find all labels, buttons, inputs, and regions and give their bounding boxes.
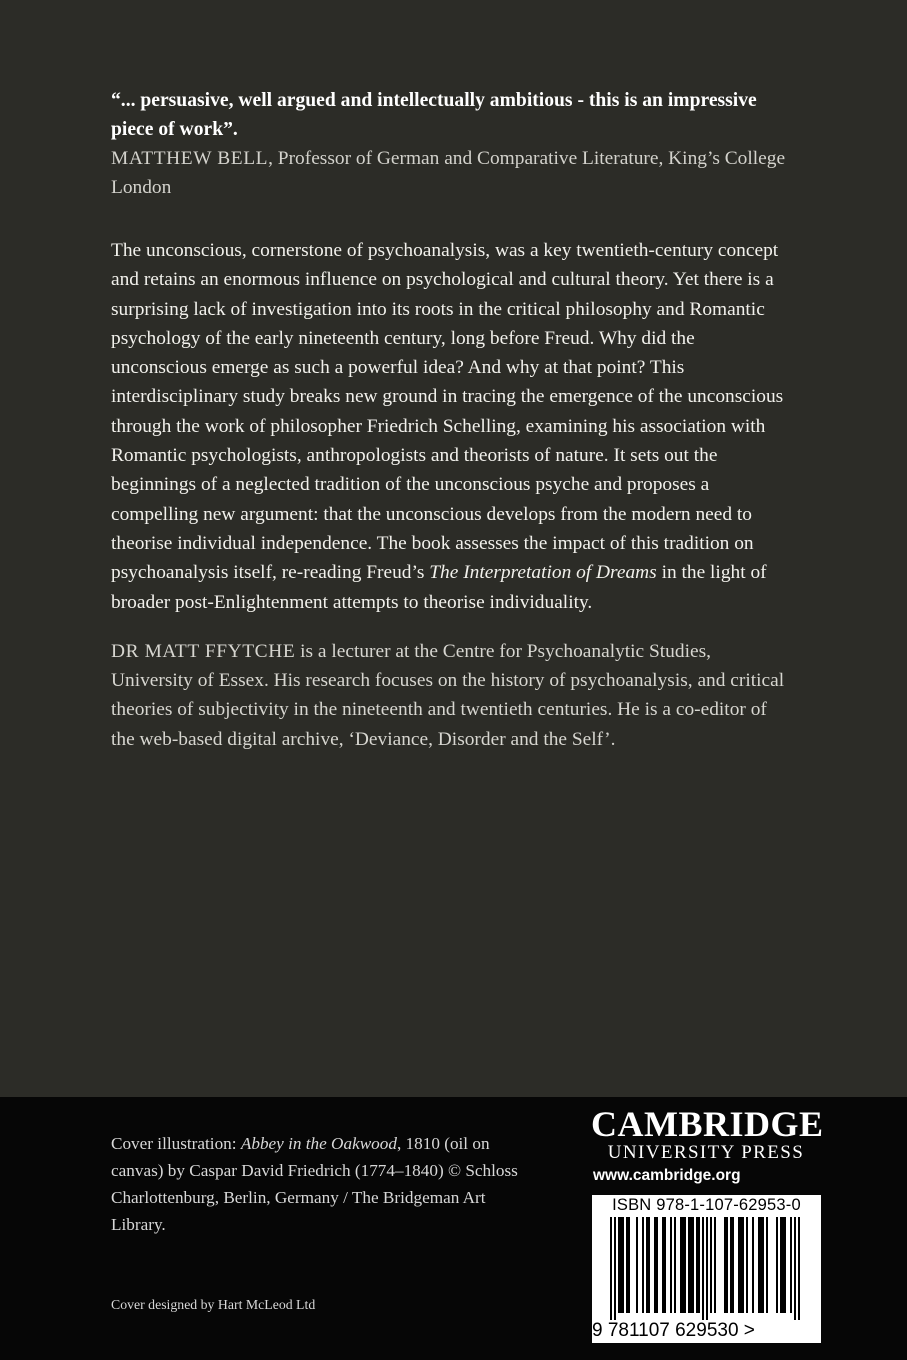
barcode-bar	[688, 1217, 690, 1313]
barcode-bar	[692, 1217, 694, 1313]
barcode-bar	[726, 1217, 728, 1313]
credit-prefix: Cover illustration:	[111, 1134, 241, 1153]
barcode-bar	[740, 1217, 742, 1313]
author-bio	[111, 637, 791, 754]
credit-details: , 1810 (oil on canvas) by Caspar David Friedrich (1774–1840) © Schloss Charlottenburg, Berlin, Germany / The Bridgeman Art Library.	[111, 1134, 518, 1234]
barcode-bar	[782, 1217, 784, 1313]
barcode-bar	[674, 1217, 676, 1313]
barcode-bar	[698, 1217, 700, 1313]
author-bio-text: is a lecturer at the Centre for Psychoanalytic Studies, University of Essex. His research focuses on the history of psychoanalysis, and critical theories of subjectivity in the nineteenth and twentieth centuries. He is a co-editor of the web-based digital archive, ‘Deviance, Disorder and the Self’.	[111, 640, 785, 750]
blurb-book-title: The Interpretation of Dreams	[429, 562, 657, 584]
barcode-bar	[664, 1217, 666, 1313]
author-name: DR MATT FFYTCHE	[111, 640, 296, 662]
footer-band	[0, 1097, 907, 1360]
barcode-bar	[752, 1217, 754, 1313]
barcode-bar	[732, 1217, 734, 1313]
barcode-bar	[684, 1217, 686, 1313]
isbn-number: ISBN 978-1-107-62953-0	[612, 1196, 801, 1214]
barcode-bar	[714, 1217, 716, 1313]
ean-digits: 9 781107 629530 >	[592, 1320, 755, 1341]
publisher-website: www.cambridge.org	[593, 1167, 741, 1184]
barcode-bar	[696, 1217, 698, 1313]
barcode-bar	[620, 1217, 622, 1313]
barcode-bar	[790, 1217, 792, 1313]
barcode-bar	[680, 1217, 682, 1313]
barcode-bar	[758, 1217, 760, 1313]
cover-illustration-credit	[111, 1130, 531, 1238]
barcode-bar	[706, 1217, 708, 1320]
barcode-bar	[760, 1217, 762, 1313]
blurb-part-1: The unconscious, cornerstone of psychoanalysis, was a key twentieth-century concept and retains an enormous influence on psychological and cultural theory. Yet there is a surprising lack of investigation into its roots in the critical philosophy and Romantic psychology of the early nineteenth century, long before Freud. Why did the unconscious emerge as such a powerful idea? And why at that point? This interdisciplinary study breaks new ground in tracing the emergence of the unconscious through the work of philosopher Friedrich Schelling, examining his association with Romantic psychologists, anthropologists and theorists of nature. It sets out the beginnings of a neglected tradition of the unconscious psyche and proposes a compelling new argument: that the unconscious develops from the modern need to theorise individual independence. The book assesses the impact of this tradition on psychoanalysis itself, re-reading Freud’s	[111, 240, 784, 584]
barcode-bar	[636, 1217, 638, 1313]
barcode-bar	[656, 1217, 658, 1313]
barcode-bar	[780, 1217, 782, 1313]
review-attribution	[111, 144, 791, 202]
back-cover-text	[111, 86, 791, 754]
barcode-bar	[710, 1217, 712, 1313]
review-quote: “... persuasive, well argued and intellectually ambitious - this is an impressive piece of work”.	[111, 90, 757, 140]
barcode-bar	[610, 1217, 612, 1320]
blurb-part-2: in the light of broader post-Enlightenment attempts to theorise individuality.	[111, 562, 767, 613]
barcode-bar	[738, 1217, 740, 1313]
barcode-bar	[682, 1217, 684, 1313]
barcode-bar	[648, 1217, 650, 1313]
barcode-bar	[690, 1217, 692, 1313]
barcode-bar	[776, 1217, 778, 1313]
barcode-bar	[670, 1217, 672, 1313]
barcode-bar	[626, 1217, 628, 1313]
barcode-bar	[654, 1217, 656, 1313]
reviewer-name: MATTHEW BELL	[111, 148, 269, 169]
barcode-bars	[592, 1217, 821, 1320]
book-description	[111, 236, 791, 617]
barcode-bar	[784, 1217, 786, 1313]
barcode-bar	[762, 1217, 764, 1313]
publisher-logo-name: CAMBRIDGE	[591, 1104, 824, 1144]
barcode-bar	[730, 1217, 732, 1313]
barcode-bar	[628, 1217, 630, 1313]
cover-designer-credit: Cover designed by Hart McLeod Ltd	[111, 1297, 316, 1312]
barcode-bar	[724, 1217, 726, 1313]
barcode-bar	[646, 1217, 648, 1313]
barcode-bar	[742, 1217, 744, 1313]
reviewer-affiliation: , Professor of German and Comparative Literature, King’s College London	[111, 148, 786, 198]
barcode-bar	[766, 1217, 768, 1313]
barcode-bar	[662, 1217, 664, 1313]
barcode-bar	[798, 1217, 800, 1320]
barcode-bar	[746, 1217, 748, 1313]
barcode-bar	[622, 1217, 624, 1313]
isbn-barcode	[592, 1195, 821, 1343]
barcode-bar	[614, 1217, 616, 1320]
barcode-bar	[642, 1217, 644, 1313]
artwork-title: Abbey in the Oakwood	[240, 1134, 397, 1153]
barcode-bar	[794, 1217, 796, 1320]
publisher-logo-sub: UNIVERSITY PRESS	[607, 1142, 805, 1163]
barcode-bar	[618, 1217, 620, 1313]
barcode-bar	[702, 1217, 704, 1320]
